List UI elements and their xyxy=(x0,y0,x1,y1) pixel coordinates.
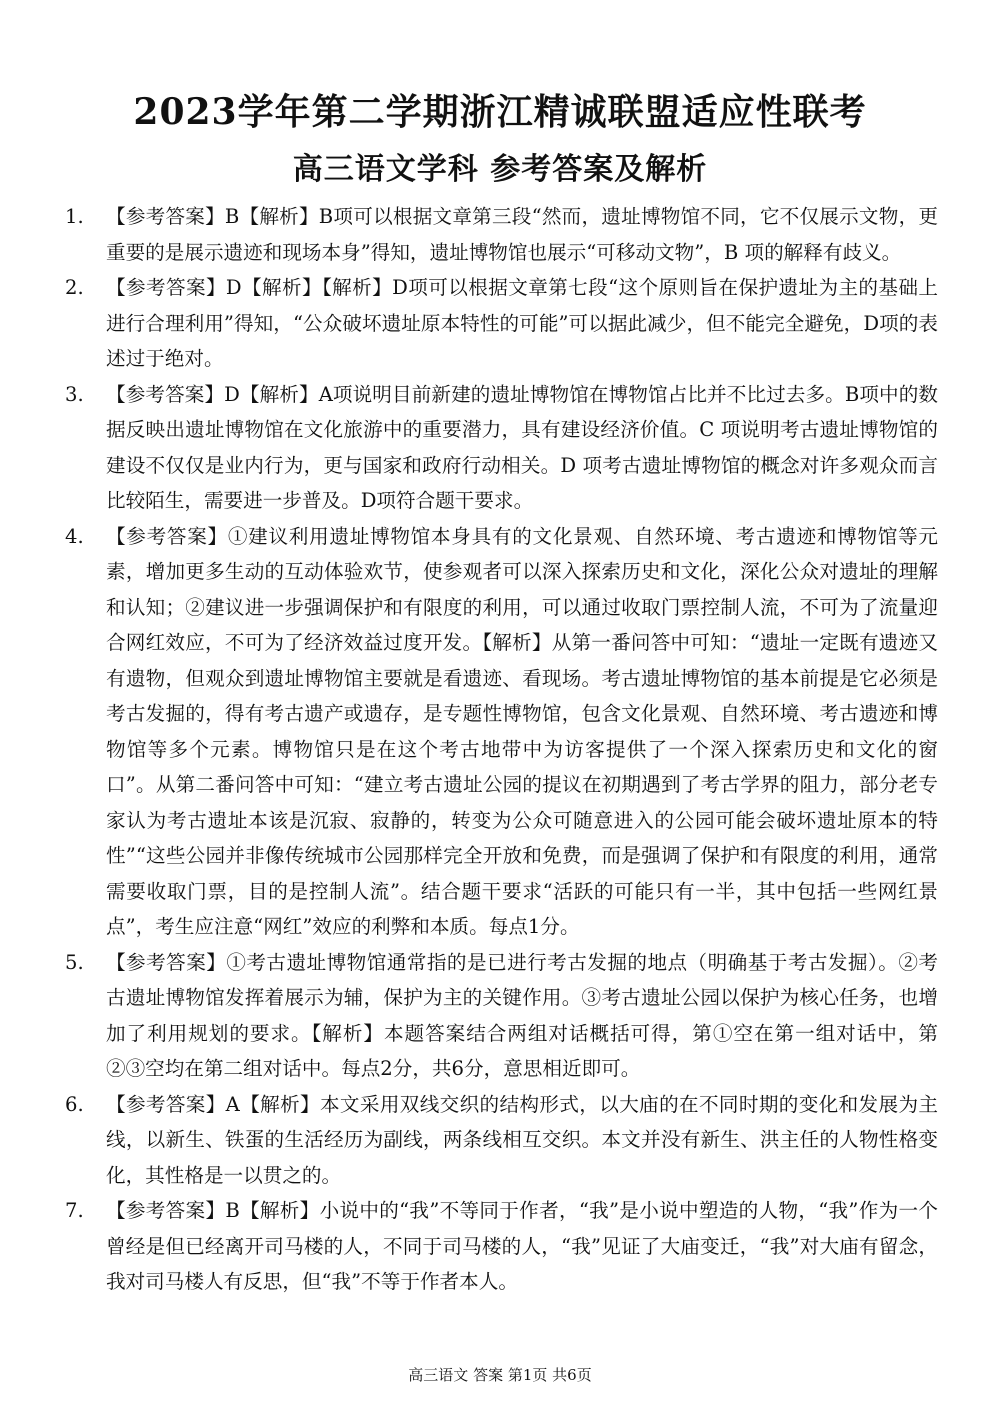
answer-text: 【参考答案】B【解析】小说中的“我”不等同于作者，“我”是小说中塑造的人物，“我”作为一个曾经是但已经离开司马楼的人，不同于司马楼的人，“我”见证了大庙变迁，“我”对大庙有留念，我对司马楼人有反思，但“我”不等于作者本人。 xyxy=(106,1199,938,1293)
answer-number: 7. xyxy=(65,1199,84,1222)
answer-number: 1. xyxy=(65,205,84,228)
answer-list xyxy=(60,199,938,1300)
page-footer: 高三语文 答案 第1页 共6页 xyxy=(408,1366,592,1384)
answer-item-6 xyxy=(60,1087,938,1194)
answer-text: 【参考答案】D【解析】【解析】D项可以根据文章第七段“这个原则旨在保护遗址为主的基础上进行合理利用”得知，“公众破坏遗址原本特性的可能”可以据此减少，但不能完全避免，D项的表述过于绝对。 xyxy=(106,276,938,370)
answer-text: 【参考答案】B【解析】B项可以根据文章第三段“然而，遗址博物馆不同，它不仅展示文物，更重要的是展示遗迹和现场本身”得知，遗址博物馆也展示“可移动文物”，B 项的解释有歧义。 xyxy=(106,205,938,264)
page-title: 2023学年第二学期浙江精诚联盟适应性联考 xyxy=(133,91,867,133)
answer-item-3 xyxy=(60,377,938,519)
answer-item-7 xyxy=(60,1193,938,1300)
answer-item-5 xyxy=(60,945,938,1087)
answer-item-2 xyxy=(60,270,938,377)
answer-number: 4. xyxy=(65,524,84,548)
answer-number: 2. xyxy=(65,276,84,299)
answer-text: 【参考答案】A【解析】本文采用双线交织的结构形式，以大庙的在不同时期的变化和发展为主线，以新生、铁蛋的生活经历为副线，两条线相互交织。本文并没有新生、洪主任的人物性格变化，其性格是一以贯之的。 xyxy=(106,1092,938,1187)
answer-number: 6. xyxy=(65,1092,84,1116)
answer-item-1 xyxy=(60,199,938,270)
answer-text: 【参考答案】D【解析】A项说明目前新建的遗址博物馆在博物馆占比并不比过去多。B项中的数据反映出遗址博物馆在文化旅游中的重要潜力，具有建设经济价值。C 项说明考古遗址博物馆的建设不仅仅是业内行为，更与国家和政府行动相关。D 项考古遗址博物馆的概念对许多观众而言比较陌生，需要进一步普及。D项符合题干要求。 xyxy=(106,382,938,512)
answer-item-4 xyxy=(60,519,938,945)
answer-number: 3. xyxy=(65,382,84,406)
answer-number: 5. xyxy=(65,950,84,974)
answer-text: 【参考答案】①建议利用遗址博物馆本身具有的文化景观、自然环境、考古遗迹和博物馆等元素，增加更多生动的互动体验欢节，使参观者可以深入探索历史和文化，深化公众对遗址的理解和认知；②建议进一步强调保护和有限度的利用，可以通过收取门票控制人流，不可为了流量迎合网红效应，不可为了经济效益过度开发。【解析】从第一番问答中可知：“遗址一定既有遗迹又有遗物，但观众到遗址博物馆主要就是看遗迹、看现场。考古遗址博物馆的基本前提是它必须是考古发掘的，得有考古遗产或遗存，是专题性博物馆，包含文化景观、自然环境、考古遗迹和博物馆等多个元素。博物馆只是在这个考古地带中为访客提供了一个深入探索历史和文化的窗口”。从第二番问答中可知：“建立考古遗址公园的提议在初期遇到了考古学界的阻力，部分老专家认为考古遗址本该是沉寂、寂静的，转变为公众可随意进入的公园可能会破坏遗址原本的特性”“这些公园并非像传统城市公园那样完全开放和免费，而是强调了保护和有限度的利用，通常需要收取门票，目的是控制人流”。结合题干要求“活跃的可能只有一半，其中包括一些网红景点”，考生应注意“网红”效应的利弊和本质。每点1分。 xyxy=(106,524,938,938)
answer-text: 【参考答案】①考古遗址博物馆通常指的是已进行考古发掘的地点（明确基于考古发掘）。②考古遗址博物馆发挥着展示为辅，保护为主的关键作用。③考古遗址公园以保护为核心任务，也增加了利用规划的要求。【解析】本题答案结合两组对话概括可得，第①空在第一组对话中，第②③空均在第二组对话中。每点2分，共6分，意思相近即可。 xyxy=(106,950,938,1080)
page-subtitle: 高三语文学科 参考答案及解析 xyxy=(292,152,708,187)
